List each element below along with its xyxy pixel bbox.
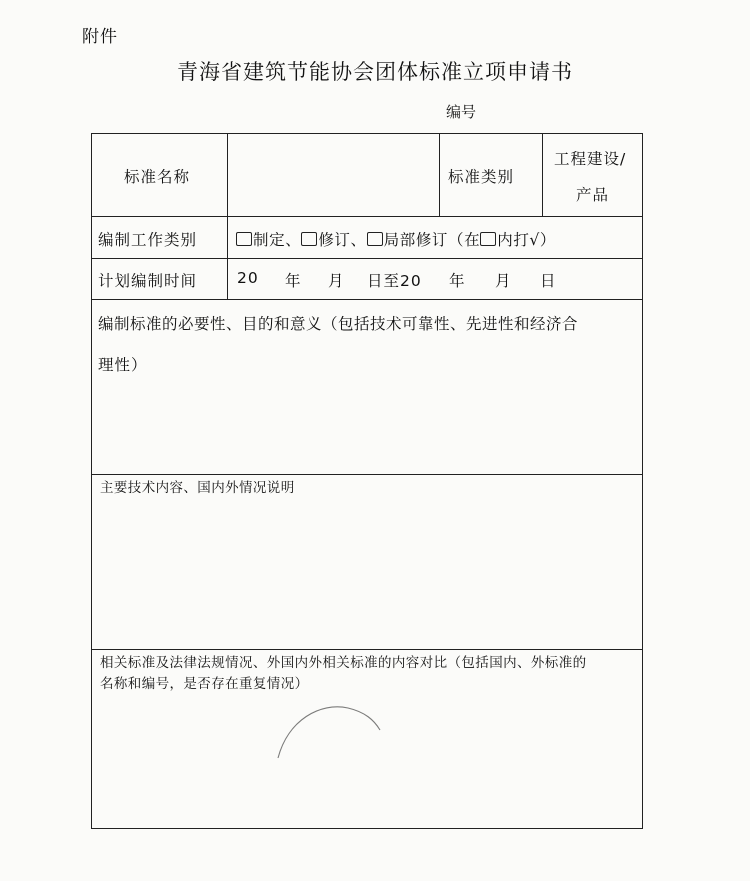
page-title: 青海省建筑节能协会团体标准立项申请书 xyxy=(177,60,573,84)
option-revise: 修订、 xyxy=(318,231,367,249)
technical-content-heading: 主要技术内容、国内外情况说明 xyxy=(100,480,295,496)
row-divider xyxy=(92,258,642,259)
row-divider xyxy=(92,216,642,217)
schedule-start-month: 月 xyxy=(328,272,345,290)
schedule-start-day-to: 日至20 xyxy=(367,272,422,290)
necessity-heading-line2: 理性） xyxy=(98,356,148,374)
row-divider xyxy=(92,474,642,475)
related-standards-heading-line2: 名称和编号，是否存在重复情况） xyxy=(100,676,309,692)
checkbox-partial-revise[interactable] xyxy=(367,232,383,246)
category-option-line1: 工程建设/ xyxy=(554,150,627,168)
schedule-label: 计划编制时间 xyxy=(98,272,198,290)
checkbox-establish[interactable] xyxy=(236,232,252,246)
schedule-end-year: 年 xyxy=(449,272,466,290)
column-divider xyxy=(439,134,440,216)
necessity-heading-line1: 编制标准的必要性、目的和意义（包括技术可靠性、先进性和经济合 xyxy=(98,315,579,333)
related-standards-heading-line1: 相关标准及法律法规情况、外国内外相关标准的内容对比（包括国内、外标准的 xyxy=(100,655,587,671)
column-divider xyxy=(542,134,543,216)
row-divider xyxy=(92,299,642,300)
schedule-start-year: 年 xyxy=(285,272,302,290)
attachment-label: 附件 xyxy=(82,27,118,47)
work-type-options xyxy=(236,228,556,250)
category-option-line2: 产品 xyxy=(576,186,610,204)
serial-number-label: 编号 xyxy=(446,103,477,121)
option-establish: 制定、 xyxy=(253,231,302,249)
checkbox-revise[interactable] xyxy=(301,232,317,246)
work-type-label: 编制工作类别 xyxy=(98,231,198,249)
schedule-end-day: 日 xyxy=(540,272,557,290)
standard-name-label: 标准名称 xyxy=(124,168,191,186)
row-divider xyxy=(92,649,642,650)
column-divider xyxy=(227,134,228,299)
option-partial-revise: 局部修订（在 xyxy=(383,231,481,249)
standard-category-label: 标准类别 xyxy=(448,168,515,186)
pen-mark xyxy=(270,690,410,770)
option-note: 内打√） xyxy=(497,231,557,249)
schedule-end-month: 月 xyxy=(495,272,512,290)
checkbox-sample-icon xyxy=(480,232,496,246)
schedule-start-century: 20 xyxy=(237,269,259,287)
